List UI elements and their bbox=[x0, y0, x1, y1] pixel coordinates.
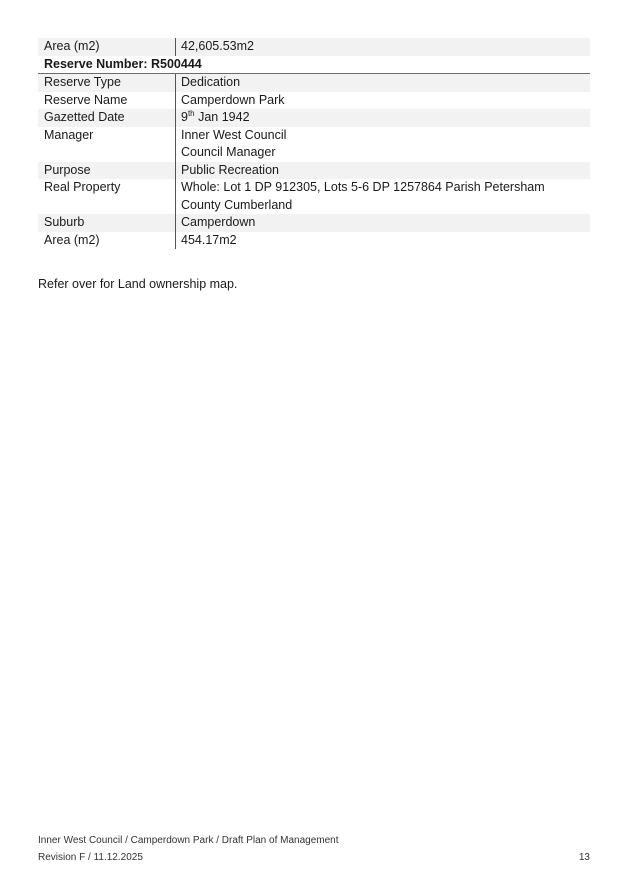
table-row-real-property bbox=[38, 179, 590, 214]
reserve-name-label: Reserve Name bbox=[44, 92, 128, 107]
gazetted-day: 9 bbox=[181, 110, 188, 124]
manager-label: Manager bbox=[44, 127, 94, 142]
purpose-label: Purpose bbox=[44, 162, 91, 177]
table-row-gazetted-date bbox=[38, 109, 590, 127]
real-property-value-line-1: Whole: Lot 1 DP 912305, Lots 5-6 DP 1257864 Parish Petersham bbox=[181, 180, 545, 194]
gazetted-date-value bbox=[181, 109, 590, 127]
footer-revision-row bbox=[38, 852, 590, 863]
table-row-area-previous bbox=[38, 38, 590, 56]
gazetted-date-label: Gazetted Date bbox=[44, 110, 125, 124]
reserve-details-table bbox=[38, 38, 590, 249]
table-row-purpose bbox=[38, 162, 590, 180]
reserve-type-value: Dedication bbox=[181, 75, 241, 89]
purpose-value: Public Recreation bbox=[181, 162, 279, 177]
manager-value-line-2: Council Manager bbox=[181, 145, 276, 159]
area-previous-value: 42,605.53m2 bbox=[181, 39, 254, 53]
suburb-label: Suburb bbox=[44, 215, 85, 229]
table-row-suburb bbox=[38, 214, 590, 232]
reserve-number-heading: Reserve Number: R500444 bbox=[44, 56, 202, 71]
real-property-value-line-2: County Cumberland bbox=[181, 197, 293, 212]
gazetted-month-year: Jan 1942 bbox=[194, 110, 250, 124]
manager-value-line-1: Inner West Council bbox=[181, 127, 287, 142]
reserve-type-label: Reserve Type bbox=[44, 75, 121, 89]
table-row-manager bbox=[38, 127, 590, 162]
footer-revision: Revision F / 11.12.2025 bbox=[38, 852, 143, 863]
land-ownership-map-note: Refer over for Land ownership map. bbox=[38, 277, 238, 291]
reserve-name-value: Camperdown Park bbox=[181, 92, 285, 107]
area-previous-label: Area (m2) bbox=[44, 39, 100, 53]
gazetted-ordinal-suffix: th bbox=[187, 108, 195, 118]
area-value: 454.17m2 bbox=[181, 232, 237, 247]
table-row-area bbox=[38, 232, 590, 250]
page-number: 13 bbox=[578, 852, 590, 863]
table-row-reserve-type bbox=[38, 74, 590, 92]
suburb-value: Camperdown bbox=[181, 215, 256, 229]
real-property-label: Real Property bbox=[44, 180, 121, 194]
table-row-reserve-header bbox=[38, 56, 590, 75]
table-row-reserve-name bbox=[38, 92, 590, 110]
area-label: Area (m2) bbox=[44, 232, 100, 247]
footer-document-path: Inner West Council / Camperdown Park / Draft Plan of Management bbox=[38, 835, 339, 846]
